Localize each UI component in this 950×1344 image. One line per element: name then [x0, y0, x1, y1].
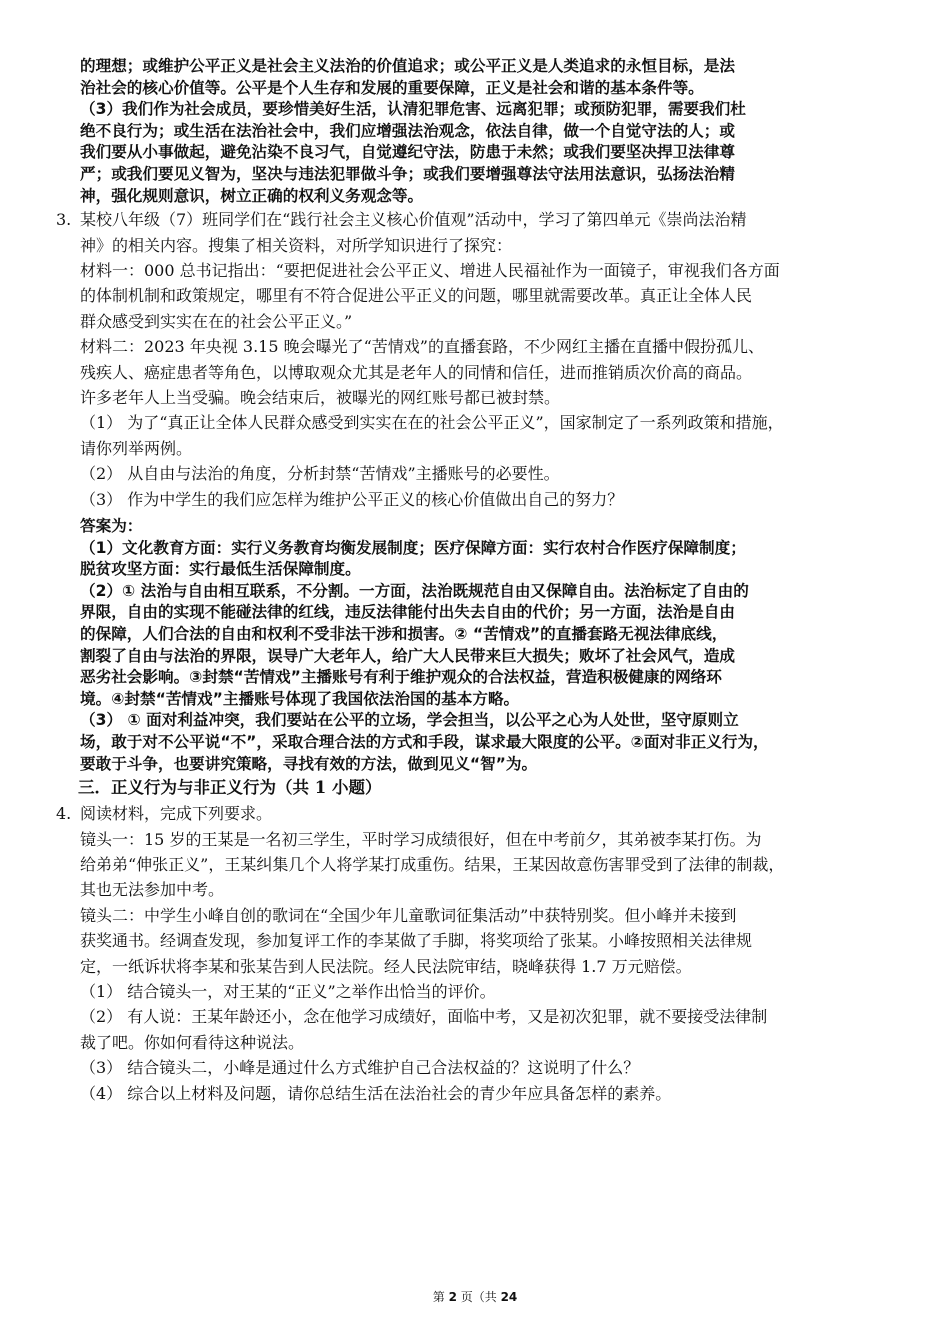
footer-prefix: 第	[432, 1290, 449, 1304]
answer-line: （1）文化教育方面：实行义务教育均衡发展制度；医疗保障方面：实行农村合作医疗保障制度；	[80, 538, 746, 557]
material-text: 镜头一：15 岁的王某是一名初三学生，平时学习成绩很好，但在中考前夕，其弟被李某打伤。为	[80, 829, 762, 849]
material-text: 的体制机制和政策规定，哪里有不符合促进公平正义的问题，哪里就需要改革。真正让全体人民	[80, 286, 753, 306]
answer-line: 割裂了自由与法治的界限，误导广大老年人，给广大人民带来巨大损失；败坏了社会风气，造成	[80, 646, 735, 665]
sub-question: （2） 有人说：王某年龄还小，念在他学习成绩好，面临中考，又是初次犯罪，就不要接受法律制	[80, 1007, 768, 1027]
material-text: 获奖通书。经调查发现，参加复评工作的李某做了手脚，将奖项给了张某。小峰按照相关法律规	[80, 931, 753, 951]
material-text: 材料二：2023 年央视 3.15 晚会曝光了“苦情戏”的直播套路，不少网红主播在直播中假扮孤儿、	[80, 337, 764, 357]
question-text: 神》的相关内容。搜集了相关资料，对所学知识进行了探究：	[80, 235, 513, 255]
question-text: 阅读材料，完成下列要求。	[80, 804, 273, 824]
document-page	[56, 56, 910, 1106]
page-footer	[0, 1288, 950, 1305]
footer-middle: 页（共	[456, 1290, 501, 1304]
sub-question: （1） 为了“真正让全体人民群众感受到实实在在的社会公平正义”，国家制定了一系列政策和措施，	[80, 413, 784, 433]
material-text: 许多老年人上当受骗。晚会结束后，被曝光的网红账号都已被封禁。	[80, 388, 561, 407]
prior-answer-block	[80, 56, 910, 207]
answer-line: 治社会的核心价值等。公平是个人生存和发展的重要保障，正义是社会和谐的基本条件等。	[80, 78, 704, 97]
sub-question: 请你列举两例。	[80, 438, 193, 458]
question-4	[56, 801, 910, 1106]
answer-line: 界限，自由的实现不能碰法律的红线，违反法律能付出失去自由的代价；另一方面，法治是自由	[80, 603, 735, 622]
answer-line: 恶劣社会影响。③封禁“苦情戏”主播账号有利于维护观众的合法权益，营造积极健康的网络环	[80, 668, 722, 687]
answer-line: 严；或我们要见义智为，坚决与违法犯罪做斗争；或我们要增强尊法守法用法意识，弘扬法治精	[80, 164, 735, 183]
material-text: 群众感受到实实在在的社会公平正义。”	[80, 311, 353, 331]
answer-line: 神，强化规则意识，树立正确的权利义务观念等。	[80, 186, 424, 205]
sub-question: （3） 作为中学生的我们应怎样为维护公平正义的核心价值做出自己的努力？	[80, 489, 624, 509]
answer-line: 的理想；或维护公平正义是社会主义法治的价值追求；或公平正义是人类追求的永恒目标，是法	[80, 57, 735, 75]
question-3	[56, 207, 910, 775]
footer-total-pages: 24	[500, 1290, 518, 1304]
footer-page-number: 2	[448, 1290, 457, 1304]
sub-question: （4） 综合以上材料及问题，请你总结生活在法治社会的青少年应具备怎样的素养。	[80, 1083, 672, 1103]
answer-line: 我们要从小事做起，避免沾染不良习气，自觉遵纪守法，防患于未然；或我们要坚决捍卫法律尊	[80, 143, 735, 162]
answer-line: （2）① 法治与自由相互联系，不分割。一方面，法治既规范自由又保障自由。法治标定了自由的	[80, 581, 749, 600]
sub-question: 裁了吧。你如何看待这种说法。	[80, 1032, 305, 1052]
sub-question: （1） 结合镜头一，对王某的“正义”之举作出恰当的评价。	[80, 982, 496, 1001]
question-text: 某校八年级（7）班同学们在“践行社会主义核心价值观”活动中，学习了第四单元《崇尚法治精	[80, 210, 747, 230]
answer-line: 脱贫攻坚方面：实行最低生活保障制度。	[80, 560, 361, 579]
question-number: 3.	[56, 210, 72, 230]
material-text: 材料一：000 总书记指出：“要把促进社会公平正义、增进人民福祉作为一面镜子，审视我们各方面	[80, 260, 780, 280]
answer-line: 绝不良行为；或生活在法治社会中，我们应增强法治观念，依法自律，做一个自觉守法的人；或	[80, 121, 735, 140]
sub-question: （2） 从自由与法治的角度，分析封禁“苦情戏”主播账号的必要性。	[80, 464, 560, 484]
answer-line: （3） ① 面对利益冲突，我们要站在公平的立场，学会担当，以公平之心为人处世，坚守原则立	[80, 711, 739, 730]
material-text: 其也无法参加中考。	[80, 880, 225, 900]
sub-question: （3） 结合镜头二，小峰是通过什么方式维护自己合法权益的？这说明了什么？	[80, 1058, 640, 1078]
answer-line: （3）我们作为社会成员，要珍惜美好生活，认清犯罪危害、远离犯罪；或预防犯罪，需要我们杜	[80, 100, 746, 119]
answer-line: 境。④封禁“苦情戏”主播账号体现了我国依法治国的基本方略。	[80, 689, 520, 708]
material-text: 定，一纸诉状将李某和张某告到人民法院。经人民法院审结，晓峰获得 1.7 万元赔偿。	[80, 956, 692, 976]
question-number: 4.	[56, 804, 72, 824]
answer-label: 答案为：	[80, 517, 143, 536]
material-text: 镜头二：中学生小峰自创的歌词在“全国少年儿童歌词征集活动”中获特别奖。但小峰并未接到	[80, 905, 737, 925]
material-text: 给弟弟“伸张正义”，王某纠集几个人将学某打成重伤。结果，王某因故意伤害罪受到了法律的制裁，	[80, 854, 785, 874]
answer-line: 的保障，人们合法的自由和权利不受非法干涉和损害。② “苦情戏”的直播套路无视法律底线，	[80, 625, 728, 643]
section-heading: 三．正义行为与非正义行为（共 1 小题）	[78, 778, 382, 798]
answer-line: 场，敢于对不公平说“不”，采取合理合法的方式和手段，谋求最大限度的公平。②面对非正义行为，	[80, 732, 769, 751]
answer-line: 要敢于斗争，也要讲究策略，寻找有效的方法，做到见义“智”为。	[80, 754, 538, 773]
material-text: 残疾人、癌症患者等角色，以博取观众尤其是老年人的同情和信任，进而推销质次价高的商品。	[80, 362, 753, 382]
